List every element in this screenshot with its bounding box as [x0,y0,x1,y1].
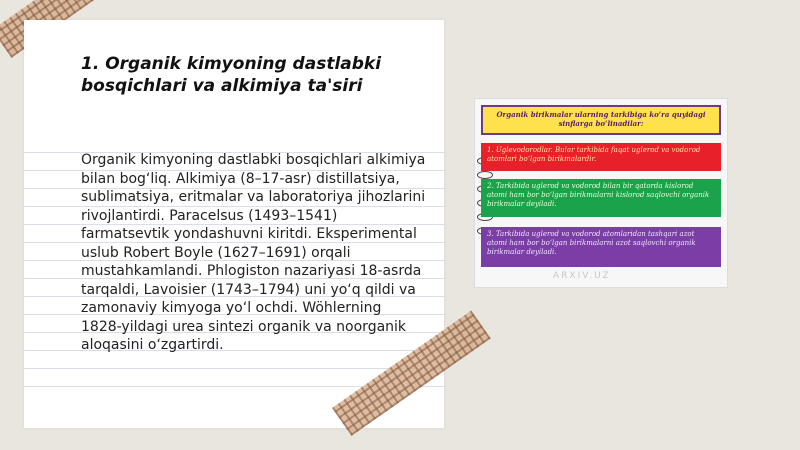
infographic-item-hydrocarbons: 1. Uglevodorodlar. Bular tarkibida faqat uglerod va vodorod atomlari bo‘lgan birikmalardir. [481,143,721,171]
body-paragraph: Organik kimyoning dastlabki bosqichlari alkimiya bilan bog‘liq. Alkimiya (8–17-asr) distillatsiya, sublimatsiya, eritmalar va laboratoriya jihozlarini rivojlantirdi. Paracelsus (1493–1541) farmatsevtik yondashuvni kiritdi. Eksperimental uslub Robert Boyle (1627–1691) orqali mustahkamlandi. Phlogiston nazariyasi 18-asrda tarqaldi, Lavoisier (1743–1794) uni yo‘q qildi va zamonaviy kimyoga yo‘l ochdi. Wöhlerning 1828-yildagi urea sintezi organik va noorganik aloqasini o‘zgartirdi. [81,152,426,353]
infographic-item-nitrogen-compounds: 3. Tarkibida uglerod va vodorod atomlaridan tashqari azot atomi ham bor bo‘lgan birikmalarni azot saqlovchi organik birikmalar deyiladi. [481,227,721,267]
infographic-header: Organik birikmalar ularning tarkibiga ko‘ra quyidagi sinflarga bo‘linadilar: [481,105,721,135]
organic-compounds-infographic [474,98,728,288]
infographic-item-oxygen-compounds: 2. Tarkibida uglerod va vodorod bilan bir qatorda kislorod atomi ham bor bo‘lgan birikmalarni kislorod saqlovchi organik birikmalar deyiladi. [481,179,721,217]
watermark: ARXIV.UZ [553,271,611,281]
notepaper-card [24,20,444,428]
page-title: 1. Organik kimyoning dastlabki bosqichlari va alkimiya ta'siri [81,54,382,96]
spiral-ring-icon [477,171,493,179]
ruled-line [24,368,444,369]
